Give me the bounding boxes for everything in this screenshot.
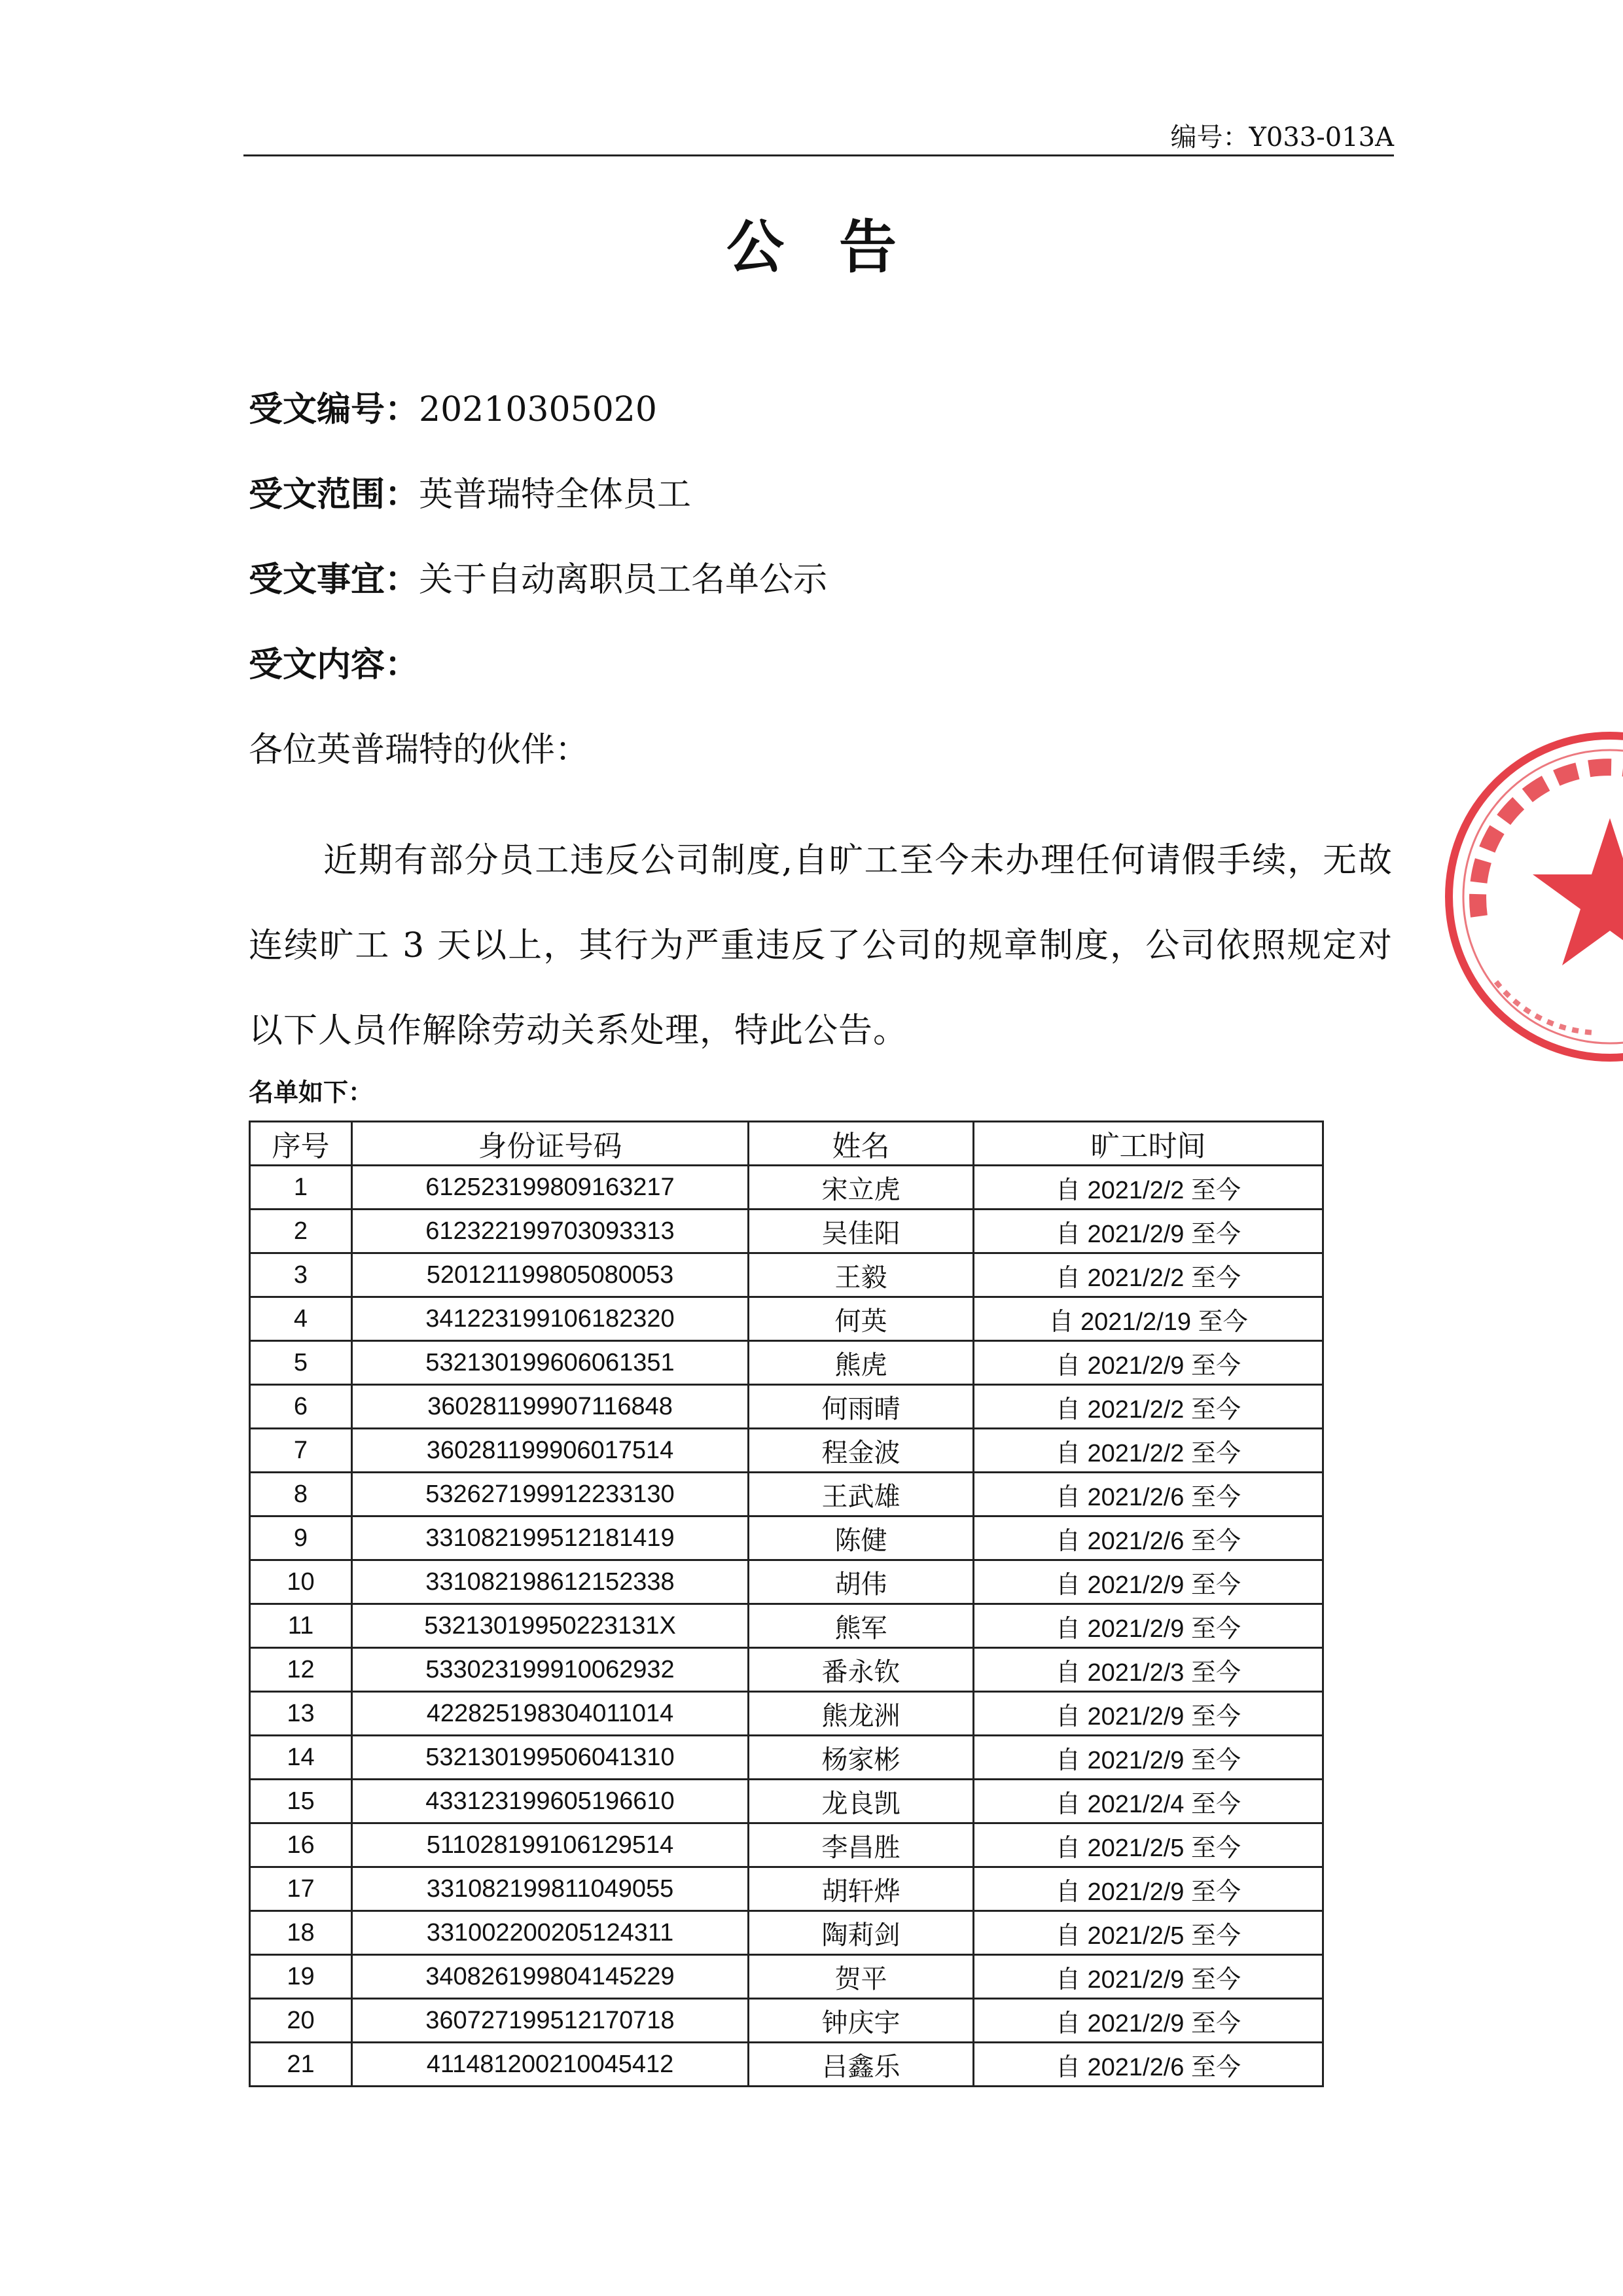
meta-content-label: 受文内容： bbox=[249, 645, 419, 685]
table-row bbox=[250, 1341, 1323, 1385]
company-seal bbox=[1433, 720, 1623, 1086]
meta-matter bbox=[249, 560, 828, 600]
table-row bbox=[250, 1297, 1323, 1341]
table-row bbox=[250, 1210, 1323, 1253]
table-row bbox=[250, 2043, 1323, 2087]
cell-absence: 自 2021/2/6 至今 bbox=[974, 2043, 1323, 2087]
cell-index: 9 bbox=[250, 1516, 352, 1560]
cell-id-number: 532130199506041310 bbox=[352, 1736, 749, 1780]
cell-index: 1 bbox=[250, 1166, 352, 1210]
cell-absence: 自 2021/2/9 至今 bbox=[974, 1560, 1323, 1604]
cell-index: 21 bbox=[250, 2043, 352, 2087]
cell-absence: 自 2021/2/9 至今 bbox=[974, 1341, 1323, 1385]
table-row bbox=[250, 1429, 1323, 1473]
cell-name: 杨家彬 bbox=[749, 1736, 974, 1780]
cell-index: 19 bbox=[250, 1955, 352, 1999]
cell-absence: 自 2021/2/5 至今 bbox=[974, 1823, 1323, 1867]
table-header-row bbox=[250, 1122, 1323, 1166]
cell-name: 吴佳阳 bbox=[749, 1210, 974, 1253]
cell-absence: 自 2021/2/9 至今 bbox=[974, 1867, 1323, 1911]
cell-index: 3 bbox=[250, 1253, 352, 1297]
table-row bbox=[250, 1823, 1323, 1867]
meta-scope-label: 受文范围： bbox=[249, 475, 419, 514]
cell-absence: 自 2021/2/9 至今 bbox=[974, 1999, 1323, 2043]
cell-absence: 自 2021/2/2 至今 bbox=[974, 1385, 1323, 1429]
meta-matter-label: 受文事宜： bbox=[249, 560, 419, 600]
cell-absence: 自 2021/2/2 至今 bbox=[974, 1166, 1323, 1210]
header-divider bbox=[243, 154, 1394, 156]
cell-index: 7 bbox=[250, 1429, 352, 1473]
header-absence: 旷工时间 bbox=[974, 1122, 1323, 1166]
table-row bbox=[250, 1999, 1323, 2043]
cell-id-number: 612322199703093313 bbox=[352, 1210, 749, 1253]
page-title: 公告 bbox=[726, 213, 952, 281]
cell-index: 17 bbox=[250, 1867, 352, 1911]
table-row bbox=[250, 1604, 1323, 1648]
cell-name: 李昌胜 bbox=[749, 1823, 974, 1867]
notice-paragraph: 近期有部分员工违反公司制度,自旷工至今未办理任何请假手续，无故连续旷工 3 天以上，其行为严重违反了公司的规章制度，公司依照规定对以下人员作解除劳动关系处理，特此公告。 bbox=[249, 841, 1393, 1050]
cell-id-number: 520121199805080053 bbox=[352, 1253, 749, 1297]
document-number: 编号：Y033-013A bbox=[1170, 122, 1394, 152]
table-row bbox=[250, 1166, 1323, 1210]
table-row bbox=[250, 1473, 1323, 1516]
cell-absence: 自 2021/2/4 至今 bbox=[974, 1780, 1323, 1823]
header-id-number: 身份证号码 bbox=[352, 1122, 749, 1166]
cell-id-number: 331082199512181419 bbox=[352, 1516, 749, 1560]
seal-star-icon bbox=[1533, 818, 1623, 965]
cell-absence: 自 2021/2/6 至今 bbox=[974, 1516, 1323, 1560]
cell-id-number: 341223199106182320 bbox=[352, 1297, 749, 1341]
cell-id-number: 340826199804145229 bbox=[352, 1955, 749, 1999]
header-name: 姓名 bbox=[749, 1122, 974, 1166]
cell-index: 15 bbox=[250, 1780, 352, 1823]
cell-name: 贺平 bbox=[749, 1955, 974, 1999]
meta-content bbox=[249, 645, 419, 685]
meta-scope-value: 英普瑞特全体员工 bbox=[419, 475, 692, 514]
cell-index: 5 bbox=[250, 1341, 352, 1385]
table-row bbox=[250, 1560, 1323, 1604]
meta-number-value: 20210305020 bbox=[419, 390, 657, 429]
meta-number-label: 受文编号： bbox=[249, 390, 419, 429]
table-row bbox=[250, 1385, 1323, 1429]
cell-name: 胡轩烨 bbox=[749, 1867, 974, 1911]
cell-absence: 自 2021/2/3 至今 bbox=[974, 1648, 1323, 1692]
cell-id-number: 360281199906017514 bbox=[352, 1429, 749, 1473]
cell-absence: 自 2021/2/9 至今 bbox=[974, 1604, 1323, 1648]
table-row bbox=[250, 1780, 1323, 1823]
greeting: 各位英普瑞特的伙伴： bbox=[249, 730, 590, 770]
cell-id-number: 433123199605196610 bbox=[352, 1780, 749, 1823]
cell-index: 14 bbox=[250, 1736, 352, 1780]
cell-id-number: 511028199106129514 bbox=[352, 1823, 749, 1867]
cell-name: 王武雄 bbox=[749, 1473, 974, 1516]
table-row bbox=[250, 1867, 1323, 1911]
cell-index: 20 bbox=[250, 1999, 352, 2043]
cell-name: 宋立虎 bbox=[749, 1166, 974, 1210]
cell-id-number: 331002200205124311 bbox=[352, 1911, 749, 1955]
cell-absence: 自 2021/2/9 至今 bbox=[974, 1210, 1323, 1253]
cell-name: 吕鑫乐 bbox=[749, 2043, 974, 2087]
dismissal-table bbox=[249, 1121, 1324, 2087]
table-row bbox=[250, 1648, 1323, 1692]
table-row bbox=[250, 1516, 1323, 1560]
list-label: 名单如下： bbox=[249, 1078, 374, 1107]
cell-index: 16 bbox=[250, 1823, 352, 1867]
cell-absence: 自 2021/2/6 至今 bbox=[974, 1473, 1323, 1516]
cell-name: 钟庆宇 bbox=[749, 1999, 974, 2043]
cell-name: 熊军 bbox=[749, 1604, 974, 1648]
cell-id-number: 360727199512170718 bbox=[352, 1999, 749, 2043]
cell-index: 12 bbox=[250, 1648, 352, 1692]
cell-id-number: 533023199910062932 bbox=[352, 1648, 749, 1692]
cell-index: 13 bbox=[250, 1692, 352, 1736]
table-row bbox=[250, 1736, 1323, 1780]
cell-name: 何雨晴 bbox=[749, 1385, 974, 1429]
cell-id-number: 532130199606061351 bbox=[352, 1341, 749, 1385]
cell-name: 程金波 bbox=[749, 1429, 974, 1473]
meta-scope bbox=[249, 475, 692, 514]
cell-name: 何英 bbox=[749, 1297, 974, 1341]
cell-id-number: 331082199811049055 bbox=[352, 1867, 749, 1911]
cell-name: 陶莉剑 bbox=[749, 1911, 974, 1955]
cell-name: 王毅 bbox=[749, 1253, 974, 1297]
cell-name: 熊虎 bbox=[749, 1341, 974, 1385]
cell-index: 10 bbox=[250, 1560, 352, 1604]
cell-name: 熊龙洲 bbox=[749, 1692, 974, 1736]
cell-index: 8 bbox=[250, 1473, 352, 1516]
cell-index: 6 bbox=[250, 1385, 352, 1429]
cell-id-number: 331082198612152338 bbox=[352, 1560, 749, 1604]
header-index: 序号 bbox=[250, 1122, 352, 1166]
cell-index: 18 bbox=[250, 1911, 352, 1955]
cell-index: 11 bbox=[250, 1604, 352, 1648]
cell-id-number: 411481200210045412 bbox=[352, 2043, 749, 2087]
cell-id-number: 422825198304011014 bbox=[352, 1692, 749, 1736]
cell-name: 龙良凯 bbox=[749, 1780, 974, 1823]
cell-id-number: 53213019950223131X bbox=[352, 1604, 749, 1648]
cell-id-number: 360281199907116848 bbox=[352, 1385, 749, 1429]
table-row bbox=[250, 1955, 1323, 1999]
meta-matter-value: 关于自动离职员工名单公示 bbox=[419, 560, 828, 600]
cell-absence: 自 2021/2/9 至今 bbox=[974, 1736, 1323, 1780]
cell-absence: 自 2021/2/2 至今 bbox=[974, 1429, 1323, 1473]
meta-number bbox=[249, 390, 657, 429]
cell-name: 番永钦 bbox=[749, 1648, 974, 1692]
cell-id-number: 612523199809163217 bbox=[352, 1166, 749, 1210]
cell-absence: 自 2021/2/9 至今 bbox=[974, 1692, 1323, 1736]
cell-id-number: 532627199912233130 bbox=[352, 1473, 749, 1516]
cell-absence: 自 2021/2/5 至今 bbox=[974, 1911, 1323, 1955]
cell-index: 4 bbox=[250, 1297, 352, 1341]
cell-name: 陈健 bbox=[749, 1516, 974, 1560]
table-row bbox=[250, 1911, 1323, 1955]
cell-index: 2 bbox=[250, 1210, 352, 1253]
cell-absence: 自 2021/2/2 至今 bbox=[974, 1253, 1323, 1297]
cell-name: 胡伟 bbox=[749, 1560, 974, 1604]
table-row bbox=[250, 1692, 1323, 1736]
cell-absence: 自 2021/2/9 至今 bbox=[974, 1955, 1323, 1999]
table-row bbox=[250, 1253, 1323, 1297]
cell-absence: 自 2021/2/19 至今 bbox=[974, 1297, 1323, 1341]
